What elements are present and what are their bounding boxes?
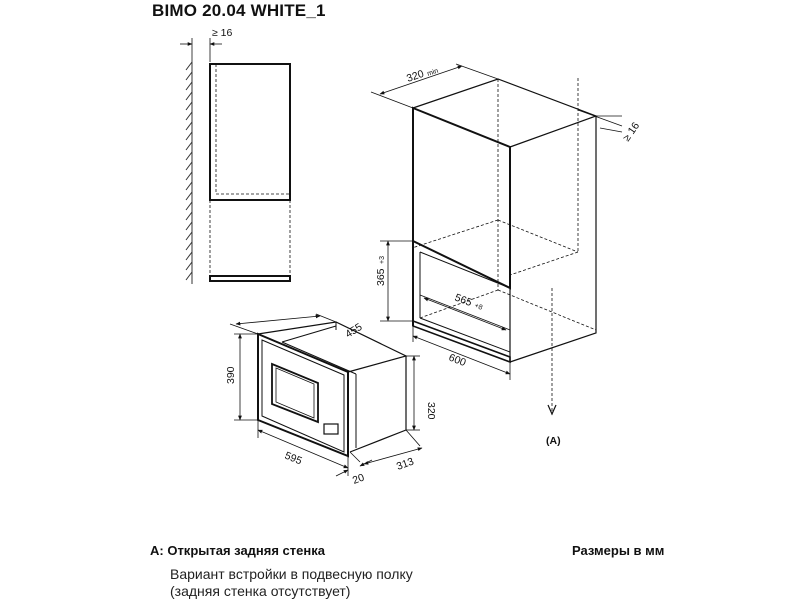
oven-control-panel [324, 424, 338, 434]
oven-front-width-label: 595 [282, 449, 304, 468]
niche-depth-label: 600 [446, 351, 468, 370]
marker-a-label: (A) [546, 435, 561, 447]
niche-height-label: 365 [375, 268, 387, 286]
niche-width-tol: +8 [473, 302, 484, 312]
oven-body-width-label: 313 [394, 455, 416, 473]
niche-height-tol: +3 [379, 256, 386, 264]
cabinet-side [210, 64, 290, 200]
cabinet-depth-label: 320 [405, 67, 426, 85]
product-title: BIMO 20.04 WHITE_1 [152, 1, 326, 20]
front-thickness-label: 20 [350, 471, 367, 487]
units-note: Размеры в мм [572, 543, 665, 558]
note-a-title: A: Открытая задняя стенка [150, 543, 325, 558]
cabinet-depth-suffix: min [426, 67, 440, 78]
side-view [180, 27, 290, 284]
cabinet-isometric [412, 78, 596, 415]
oven-depth-label: 455 [343, 321, 365, 341]
oven-isometric [258, 322, 406, 456]
note-line-2: (задняя стенка отсутствует) [170, 583, 351, 599]
oven-body-height-label: 320 [425, 402, 437, 420]
note-line-1: Вариант встройки в подвесную полку [170, 566, 413, 582]
bottom-shelf [210, 276, 290, 281]
rear-gap-label: ≥ 16 [620, 120, 643, 144]
wall-hatch [186, 62, 192, 284]
oven-front-height-label: 390 [225, 366, 237, 384]
wall-gap-label: ≥ 16 [212, 27, 233, 39]
niche-width-label: 565 [452, 291, 474, 310]
oven-window [272, 364, 318, 422]
